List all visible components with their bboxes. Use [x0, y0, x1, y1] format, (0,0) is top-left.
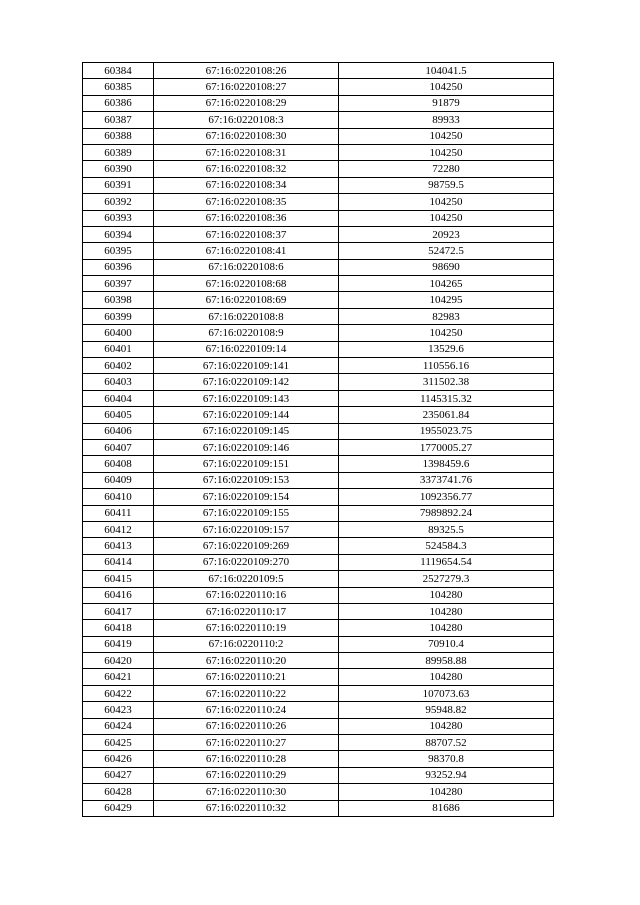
row-number-cell: 60390: [83, 161, 154, 177]
row-number-cell: 60400: [83, 325, 154, 341]
table-row: [83, 669, 554, 685]
table-row: [83, 226, 554, 242]
value-cell: 104041.5: [339, 63, 554, 79]
cadastral-number-cell: 67:16:0220108:68: [154, 276, 339, 292]
row-number-cell: 60386: [83, 95, 154, 111]
value-cell: 110556.16: [339, 358, 554, 374]
cadastral-number-cell: 67:16:0220109:157: [154, 521, 339, 537]
table-row: [83, 554, 554, 570]
row-number-cell: 60421: [83, 669, 154, 685]
table-row: [83, 95, 554, 111]
value-cell: 1092356.77: [339, 489, 554, 505]
table-row: [83, 685, 554, 701]
cadastral-number-cell: 67:16:0220110:21: [154, 669, 339, 685]
table-row: [83, 439, 554, 455]
table-row: [83, 308, 554, 324]
table-row: [83, 784, 554, 800]
table-row: [83, 521, 554, 537]
table-row: [83, 259, 554, 275]
row-number-cell: 60418: [83, 620, 154, 636]
row-number-cell: 60415: [83, 571, 154, 587]
row-number-cell: 60388: [83, 128, 154, 144]
row-number-cell: 60423: [83, 702, 154, 718]
cadastral-number-cell: 67:16:0220108:36: [154, 210, 339, 226]
table-row: [83, 571, 554, 587]
row-number-cell: 60399: [83, 308, 154, 324]
row-number-cell: 60384: [83, 63, 154, 79]
table-row: [83, 636, 554, 652]
row-number-cell: 60391: [83, 177, 154, 193]
table-row: [83, 243, 554, 259]
cadastral-number-cell: 67:16:0220109:142: [154, 374, 339, 390]
row-number-cell: 60395: [83, 243, 154, 259]
cadastral-number-cell: 67:16:0220108:8: [154, 308, 339, 324]
value-cell: 98690: [339, 259, 554, 275]
cadastral-number-cell: 67:16:0220110:20: [154, 653, 339, 669]
row-number-cell: 60393: [83, 210, 154, 226]
value-cell: 104250: [339, 194, 554, 210]
table-row: [83, 144, 554, 160]
row-number-cell: 60408: [83, 456, 154, 472]
table-row: [83, 603, 554, 619]
cadastral-number-cell: 67:16:0220108:30: [154, 128, 339, 144]
table-row: [83, 374, 554, 390]
row-number-cell: 60424: [83, 718, 154, 734]
cadastral-number-cell: 67:16:0220110:28: [154, 751, 339, 767]
cadastral-number-cell: 67:16:0220110:16: [154, 587, 339, 603]
value-cell: 1398459.6: [339, 456, 554, 472]
table-row: [83, 325, 554, 341]
cadastral-number-cell: 67:16:0220108:9: [154, 325, 339, 341]
cadastral-number-cell: 67:16:0220108:69: [154, 292, 339, 308]
value-cell: 13529.6: [339, 341, 554, 357]
cadastral-number-cell: 67:16:0220109:5: [154, 571, 339, 587]
cadastral-number-cell: 67:16:0220109:146: [154, 439, 339, 455]
value-cell: 82983: [339, 308, 554, 324]
table-row: [83, 751, 554, 767]
table-row: [83, 767, 554, 783]
table-row: [83, 276, 554, 292]
row-number-cell: 60411: [83, 505, 154, 521]
cadastral-number-cell: 67:16:0220108:31: [154, 144, 339, 160]
value-cell: 104265: [339, 276, 554, 292]
value-cell: 107073.63: [339, 685, 554, 701]
row-number-cell: 60387: [83, 112, 154, 128]
table-row: [83, 358, 554, 374]
table-row: [83, 587, 554, 603]
cadastral-number-cell: 67:16:0220109:145: [154, 423, 339, 439]
table-row: [83, 292, 554, 308]
value-cell: 104280: [339, 784, 554, 800]
table-row: [83, 79, 554, 95]
cadastral-number-cell: 67:16:0220110:17: [154, 603, 339, 619]
value-cell: 20923: [339, 226, 554, 242]
value-cell: 88707.52: [339, 735, 554, 751]
value-cell: 81686: [339, 800, 554, 816]
cadastral-number-cell: 67:16:0220109:153: [154, 472, 339, 488]
row-number-cell: 60410: [83, 489, 154, 505]
row-number-cell: 60414: [83, 554, 154, 570]
table-row: [83, 718, 554, 734]
table-row: [83, 194, 554, 210]
table-row: [83, 128, 554, 144]
value-cell: 3373741.76: [339, 472, 554, 488]
table-row: [83, 472, 554, 488]
cadastral-number-cell: 67:16:0220110:26: [154, 718, 339, 734]
value-cell: 311502.38: [339, 374, 554, 390]
row-number-cell: 60413: [83, 538, 154, 554]
table-body: [83, 63, 554, 817]
value-cell: 93252.94: [339, 767, 554, 783]
value-cell: 104280: [339, 669, 554, 685]
cadastral-number-cell: 67:16:0220109:269: [154, 538, 339, 554]
table-row: [83, 620, 554, 636]
cadastral-number-cell: 67:16:0220110:24: [154, 702, 339, 718]
value-cell: 89325.5: [339, 521, 554, 537]
value-cell: 235061.84: [339, 407, 554, 423]
cadastral-number-cell: 67:16:0220108:37: [154, 226, 339, 242]
table-row: [83, 407, 554, 423]
row-number-cell: 60427: [83, 767, 154, 783]
row-number-cell: 60416: [83, 587, 154, 603]
value-cell: 524584.3: [339, 538, 554, 554]
row-number-cell: 60396: [83, 259, 154, 275]
cadastral-number-cell: 67:16:0220109:14: [154, 341, 339, 357]
row-number-cell: 60394: [83, 226, 154, 242]
row-number-cell: 60426: [83, 751, 154, 767]
value-cell: 104250: [339, 79, 554, 95]
row-number-cell: 60385: [83, 79, 154, 95]
cadastral-number-cell: 67:16:0220110:19: [154, 620, 339, 636]
table-row: [83, 653, 554, 669]
row-number-cell: 60402: [83, 358, 154, 374]
row-number-cell: 60429: [83, 800, 154, 816]
value-cell: 104250: [339, 210, 554, 226]
cadastral-number-cell: 67:16:0220110:29: [154, 767, 339, 783]
row-number-cell: 60392: [83, 194, 154, 210]
row-number-cell: 60398: [83, 292, 154, 308]
table-row: [83, 63, 554, 79]
cadastral-number-cell: 67:16:0220109:144: [154, 407, 339, 423]
cadastral-number-cell: 67:16:0220109:154: [154, 489, 339, 505]
cadastral-number-cell: 67:16:0220109:143: [154, 390, 339, 406]
row-number-cell: 60404: [83, 390, 154, 406]
value-cell: 104280: [339, 620, 554, 636]
row-number-cell: 60425: [83, 735, 154, 751]
value-cell: 2527279.3: [339, 571, 554, 587]
cadastral-number-cell: 67:16:0220110:32: [154, 800, 339, 816]
row-number-cell: 60401: [83, 341, 154, 357]
value-cell: 104250: [339, 128, 554, 144]
row-number-cell: 60407: [83, 439, 154, 455]
row-number-cell: 60419: [83, 636, 154, 652]
row-number-cell: 60405: [83, 407, 154, 423]
cadastral-number-cell: 67:16:0220110:2: [154, 636, 339, 652]
value-cell: 104280: [339, 587, 554, 603]
cadastral-number-cell: 67:16:0220110:30: [154, 784, 339, 800]
cadastral-number-cell: 67:16:0220108:34: [154, 177, 339, 193]
row-number-cell: 60406: [83, 423, 154, 439]
row-number-cell: 60403: [83, 374, 154, 390]
value-cell: 89933: [339, 112, 554, 128]
value-cell: 7989892.24: [339, 505, 554, 521]
value-cell: 89958.88: [339, 653, 554, 669]
table-row: [83, 161, 554, 177]
table-row: [83, 538, 554, 554]
value-cell: 70910.4: [339, 636, 554, 652]
row-number-cell: 60389: [83, 144, 154, 160]
cadastral-number-cell: 67:16:0220110:27: [154, 735, 339, 751]
table-row: [83, 489, 554, 505]
value-cell: 98370.8: [339, 751, 554, 767]
table-row: [83, 177, 554, 193]
table-row: [83, 341, 554, 357]
value-cell: 1955023.75: [339, 423, 554, 439]
table-row: [83, 800, 554, 816]
cadastral-number-cell: 67:16:0220108:29: [154, 95, 339, 111]
value-cell: 104280: [339, 718, 554, 734]
table-row: [83, 456, 554, 472]
table-row: [83, 702, 554, 718]
cadastral-number-cell: 67:16:0220108:41: [154, 243, 339, 259]
cadastral-number-cell: 67:16:0220109:155: [154, 505, 339, 521]
value-cell: 1145315.32: [339, 390, 554, 406]
value-cell: 98759.5: [339, 177, 554, 193]
cadastral-number-cell: 67:16:0220108:35: [154, 194, 339, 210]
row-number-cell: 60417: [83, 603, 154, 619]
cadastral-number-cell: 67:16:0220108:27: [154, 79, 339, 95]
value-cell: 104250: [339, 325, 554, 341]
row-number-cell: 60420: [83, 653, 154, 669]
row-number-cell: 60428: [83, 784, 154, 800]
cadastral-number-cell: 67:16:0220108:26: [154, 63, 339, 79]
cadastral-number-cell: 67:16:0220108:3: [154, 112, 339, 128]
table-row: [83, 112, 554, 128]
value-cell: 104250: [339, 144, 554, 160]
cadastral-number-cell: 67:16:0220109:141: [154, 358, 339, 374]
cadastral-number-cell: 67:16:0220110:22: [154, 685, 339, 701]
row-number-cell: 60412: [83, 521, 154, 537]
table-row: [83, 505, 554, 521]
value-cell: 72280: [339, 161, 554, 177]
value-cell: 104280: [339, 603, 554, 619]
value-cell: 104295: [339, 292, 554, 308]
value-cell: 95948.82: [339, 702, 554, 718]
value-cell: 52472.5: [339, 243, 554, 259]
row-number-cell: 60397: [83, 276, 154, 292]
table-row: [83, 735, 554, 751]
row-number-cell: 60422: [83, 685, 154, 701]
cadastral-value-table: [82, 62, 554, 817]
value-cell: 91879: [339, 95, 554, 111]
cadastral-number-cell: 67:16:0220109:151: [154, 456, 339, 472]
row-number-cell: 60409: [83, 472, 154, 488]
table-row: [83, 423, 554, 439]
cadastral-number-cell: 67:16:0220108:6: [154, 259, 339, 275]
value-cell: 1119654.54: [339, 554, 554, 570]
table-row: [83, 210, 554, 226]
cadastral-number-cell: 67:16:0220109:270: [154, 554, 339, 570]
value-cell: 1770005.27: [339, 439, 554, 455]
table-row: [83, 390, 554, 406]
cadastral-number-cell: 67:16:0220108:32: [154, 161, 339, 177]
